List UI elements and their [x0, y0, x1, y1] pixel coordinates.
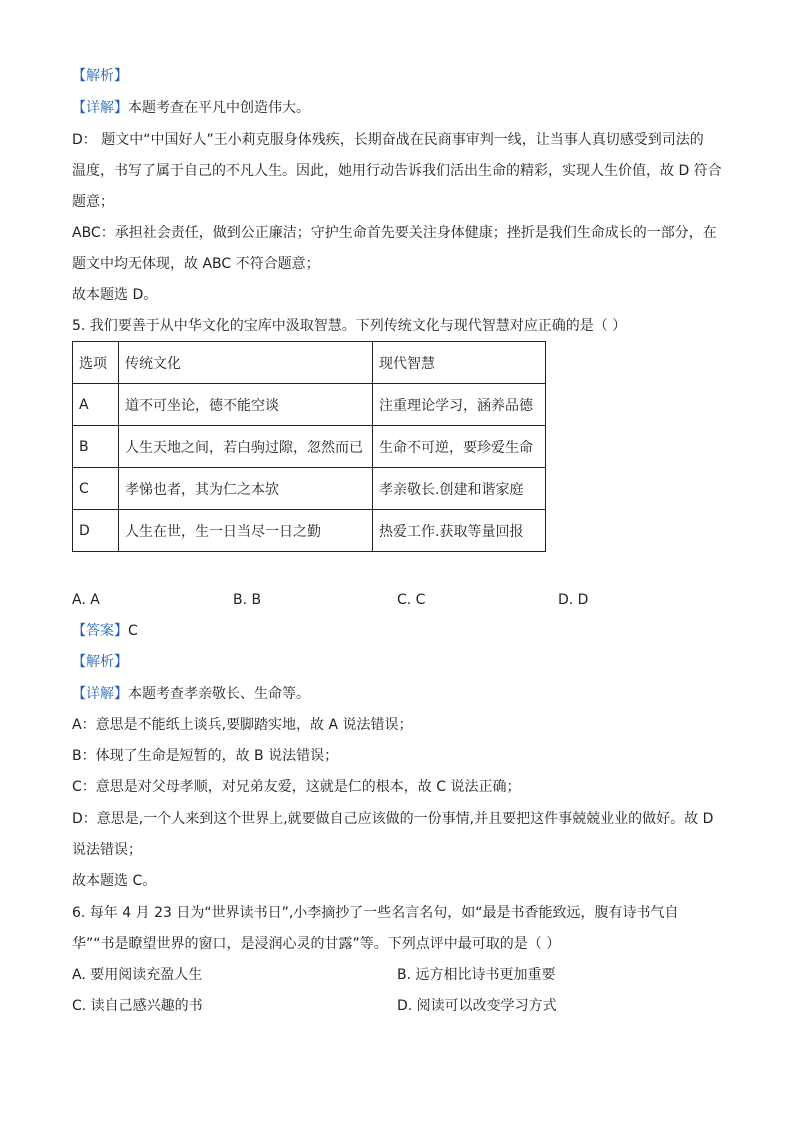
q6-option-d: D. 阅读可以改变学习方式 [397, 998, 557, 1014]
detail-tag: 【详解】 [72, 686, 128, 702]
para-d-line-2: 温度，书写了属于自己的不凡人生。因此，她用行动告诉我们活出生命的精彩，实现人生价值，故 D 符合 [72, 163, 722, 179]
question-6-stem-line-1: 6. 每年 4 月 23 日为“世界读书日”,小李摘抄了一些名言名句，如“最是书香能致远，腹有诗书气自 [72, 905, 679, 921]
explain-c: C：意思是对父母孝顺，对兄弟友爱，这就是仁的根本，故 C 说法正确； [72, 779, 521, 795]
header-cell: 传统文化 [119, 342, 373, 384]
table-cell: 孝悌也者，其为仁之本欤 [119, 468, 373, 510]
table-cell: A [73, 384, 119, 426]
detail-text: 本题考查孝亲敬长、生命等。 [128, 686, 310, 702]
detail-line [72, 684, 310, 704]
q6-option-c: C. 读自己感兴趣的书 [72, 998, 203, 1014]
q6-option-a: A. 要用阅读充盈人生 [72, 967, 203, 983]
detail-text: 本题考查在平凡中创造伟大。 [128, 100, 310, 116]
q5-option-a: A. A [72, 592, 100, 608]
table-cell: B [73, 426, 119, 468]
table-cell: 人生在世，生一日当尽一日之勤 [119, 510, 373, 552]
detail-line [72, 98, 310, 118]
table-cell: 道不可坐论，德不能空谈 [119, 384, 373, 426]
q5-option-b: B. B [233, 592, 262, 608]
table-row [73, 468, 546, 510]
table-header-row [73, 342, 546, 384]
table-row [73, 384, 546, 426]
table-cell: 人生天地之间，若白驹过隙，忽然而已 [119, 426, 373, 468]
table-cell: 生命不可逆，要珍爱生命 [373, 426, 546, 468]
detail-tag: 【详解】 [72, 100, 128, 116]
table-row [73, 510, 546, 552]
table-cell: D [73, 510, 119, 552]
explain-a: A：意思是不能纸上谈兵,要脚踏实地，故 A 说法错误； [72, 717, 413, 733]
header-cell: 选项 [73, 342, 119, 384]
explain-b: B：体现了生命是短暂的，故 B 说法错误； [72, 748, 339, 764]
table-cell: 热爱工作.获取等量回报 [373, 510, 546, 552]
answer-value: C [128, 623, 138, 639]
table-cell: 孝亲敬长.创建和谐家庭 [373, 468, 546, 510]
question-6-stem-line-2: 华”“书是瞭望世界的窗口，是浸润心灵的甘露”等。下列点评中最可取的是（ ） [72, 936, 561, 952]
analysis-tag: 【解析】 [72, 654, 128, 670]
q6-option-b: B. 远方相比诗书更加重要 [397, 967, 556, 983]
answer-tag: 【答案】 [72, 623, 128, 639]
analysis-tag: 【解析】 [72, 68, 128, 84]
answer-line [72, 621, 138, 641]
para-abc-line-1: ABC：承担社会责任，做到公正廉洁；守护生命首先要关注身体健康；挫折是我们生命成长的一部分，在 [72, 225, 717, 241]
para-d-line-1: D： 题文中“中国好人”王小莉克服身体残疾，长期奋战在民商事审判一线，让当事人真切感受到司法的 [72, 132, 704, 148]
para-d-line-3: 题意； [72, 194, 114, 210]
table-cell: 注重理论学习，涵养品德 [373, 384, 546, 426]
table-cell: C [73, 468, 119, 510]
conclusion: 故本题选 C。 [72, 873, 157, 889]
explain-d-line-1: D：意思是,一个人来到这个世界上,就要做自己应该做的一份事情,并且要把这件事兢兢业业的做好。故 D [72, 811, 714, 827]
table-row [73, 426, 546, 468]
conclusion: 故本题选 D。 [72, 287, 158, 303]
q5-option-c: C. C [397, 592, 426, 608]
header-cell: 现代智慧 [373, 342, 546, 384]
question-5-stem: 5. 我们要善于从中华文化的宝库中汲取智慧。下列传统文化与现代智慧对应正确的是（ ） [72, 318, 627, 334]
explain-d-line-2: 说法错误； [72, 842, 142, 858]
q5-option-d: D. D [558, 592, 589, 608]
para-abc-line-2: 题文中均无体现，故 ABC 不符合题意； [72, 256, 320, 272]
comparison-table [72, 341, 546, 552]
